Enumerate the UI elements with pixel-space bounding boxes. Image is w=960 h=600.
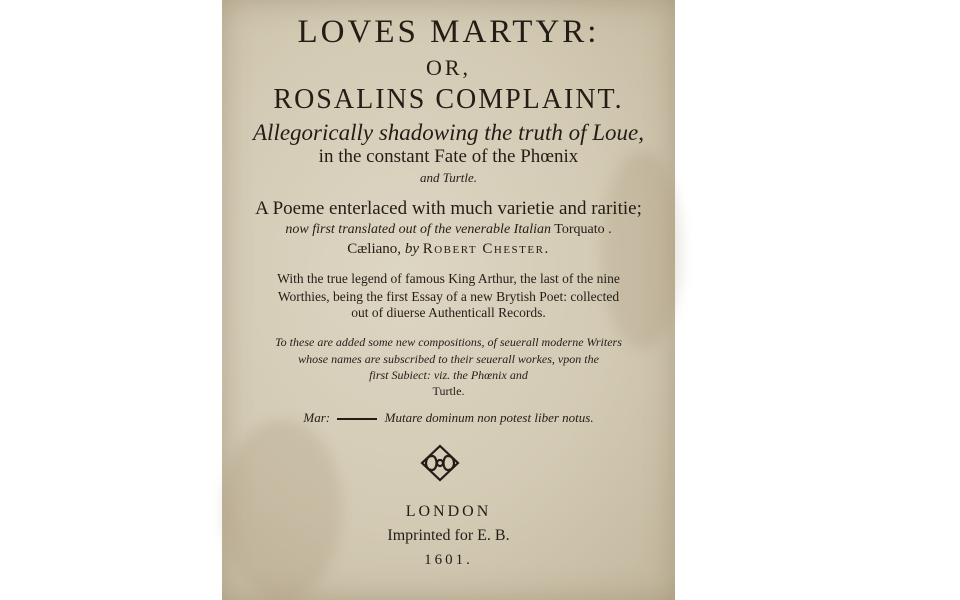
- poeme-line-3-roman: Cæliano,: [347, 241, 402, 257]
- imprint-year: 1601.: [424, 552, 473, 568]
- allegory-line-1: Allegorically shadowing the truth of Loue,: [253, 120, 644, 145]
- legend-line-2: Worthies, being the first Essay of a new Brytish Poet: collected: [277, 289, 620, 304]
- motto-left: Mar:: [303, 410, 331, 425]
- poeme-line-3-italic: by: [404, 241, 419, 257]
- poeme-line-2-italic: now first translated out of the venerable Italian: [285, 222, 551, 237]
- author-name: Robert Chester.: [422, 241, 550, 257]
- book-title: LOVES MARTYR:: [297, 14, 600, 50]
- printers-ornament-icon: [418, 444, 462, 482]
- poeme-line-2-roman: Torquato .: [554, 222, 612, 237]
- motto-rule: [337, 418, 377, 420]
- added-line-2: whose names are subscribed to their seuerall workes, vpon the: [298, 352, 599, 366]
- added-line-1: To these are added some new compositions, of seuerall moderne Writers: [275, 335, 622, 349]
- poeme-line-3: [222, 242, 675, 257]
- allegory-line-2: in the constant Fate of the Phœnix: [318, 146, 579, 167]
- motto-right: Mutare dominum non potest liber notus.: [384, 410, 594, 425]
- legend-line-1: With the true legend of famous King Arthur, the last of the nine: [277, 271, 620, 286]
- imprint-printer: Imprinted for E. B.: [387, 527, 510, 544]
- poeme-line-2: [222, 223, 675, 237]
- added-line-3: first Subiect: viz. the Phœnix and: [369, 368, 528, 382]
- legend-line-3: out of diuerse Authenticall Records.: [351, 305, 546, 320]
- motto: [222, 411, 675, 424]
- book-subtitle: ROSALINS COMPLAINT.: [273, 84, 624, 115]
- title-or: OR,: [425, 55, 472, 80]
- poeme-line-1: A Poeme enterlaced with much varietie and raritie;: [255, 198, 642, 219]
- imprint-place: LONDON: [405, 503, 492, 520]
- title-page-scan: [222, 0, 675, 600]
- added-line-4: Turtle.: [432, 384, 465, 398]
- allegory-line-3: and Turtle.: [419, 170, 478, 185]
